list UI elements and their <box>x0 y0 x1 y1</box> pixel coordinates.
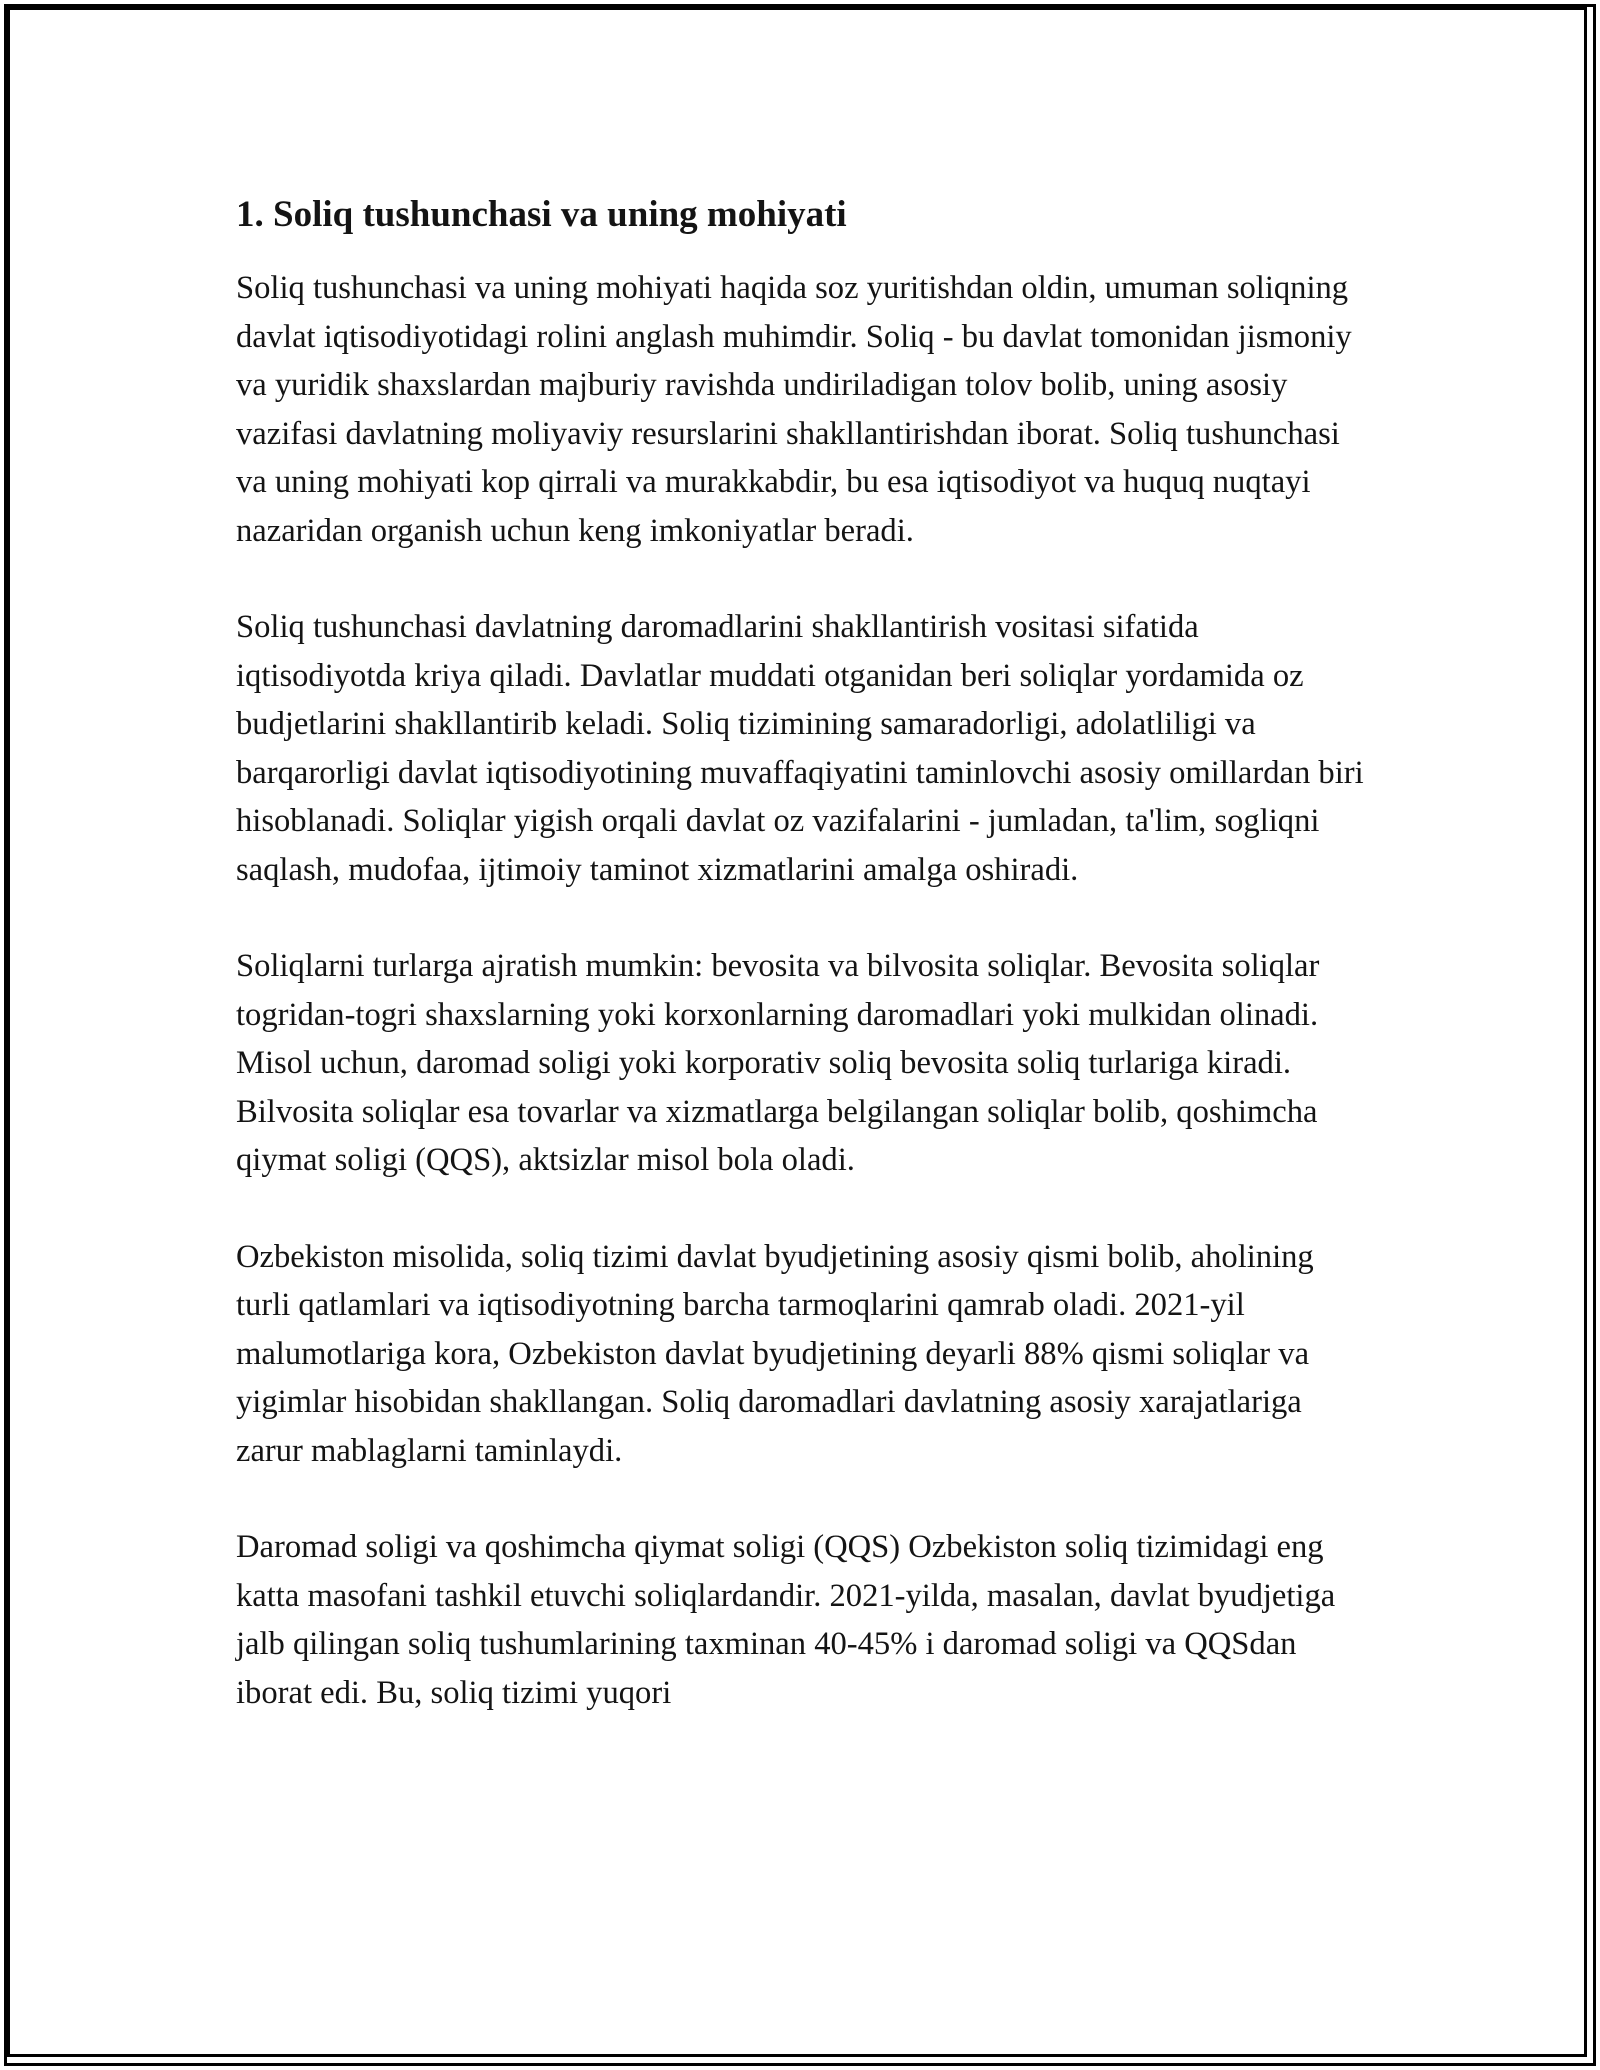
paragraph-1: Soliq tushunchasi va uning mohiyati haqida soz yuritishdan oldin, umuman soliqning davlat iqtisodiyotidagi rolini anglash muhimdir. Soliq - bu davlat tomonidan jismoniy va yuridik shaxslardan majburiy ravishda undiriladigan tolov bolib, uning asosiy vazifasi davlatning moliyaviy resurslarini shakllantirishdan iborat. Soliq tushunchasi va uning mohiyati kop qirrali va murakkabdir, bu esa iqtisodiyot va huquq nuqtayi nazaridan organish uchun keng imkoniyatlar beradi. <box>236 270 1352 549</box>
paragraph-2: Soliq tushunchasi davlatning daromadlarini shakllantirish vositasi sifatida iqtisodiyotda kriya qiladi. Davlatlar muddati otganidan beri soliqlar yordamida oz budjetlarini shakllantirib keladi. Soliq tizimining samaradorligi, adolatliligi va barqarorligi davlat iqtisodiyotining muvaffaqiyatini taminlovchi asosiy omillardan biri hisoblanadi. Soliqlar yigish orqali davlat oz vazifalarini - jumladan, ta'lim, sogliqni saqlash, mudofaa, ijtimoiy taminot xizmatlarini amalga oshiradi. <box>236 609 1364 888</box>
paragraph-5: Daromad soligi va qoshimcha qiymat soligi (QQS) Ozbekiston soliq tizimidagi eng katta masofani tashkil etuvchi soliqlardandir. 2021-yilda, masalan, davlat byudjetiga jalb qilingan soliq tushumlarining taxminan 40-45% i daromad soligi va QQSdan iborat edi. Bu, soliq tizimi yuqori <box>236 1529 1336 1711</box>
document-page <box>236 186 1364 1765</box>
paragraph-3: Soliqlarni turlarga ajratish mumkin: bevosita va bilvosita soliqlar. Bevosita soliqlar togridan-togri shaxslarning yoki korxonlarning daromadlari yoki mulkidan olinadi. Misol uchun, daromad soligi yoki korporativ soliq bevosita soliq turlariga kiradi. Bilvosita soliqlar esa tovarlar va xizmatlarga belgilangan soliqlar bolib, qoshimcha qiymat soligi (QQS), aktsizlar misol bola oladi. <box>236 948 1320 1178</box>
paragraph-4: Ozbekiston misolida, soliq tizimi davlat byudjetining asosiy qismi bolib, aholining turli qatlamlari va iqtisodiyotning barcha tarmoqlarini qamrab oladi. 2021-yil malumotlariga kora, Ozbekiston davlat byudjetining deyarli 88% qismi soliqlar va yigimlar hisobidan shakllangan. Soliq daromadlari davlatning asosiy xarajatlariga zarur mablaglarni taminlaydi. <box>236 1238 1314 1469</box>
section-heading: 1. Soliq tushunchasi va uning mohiyati <box>236 194 847 235</box>
